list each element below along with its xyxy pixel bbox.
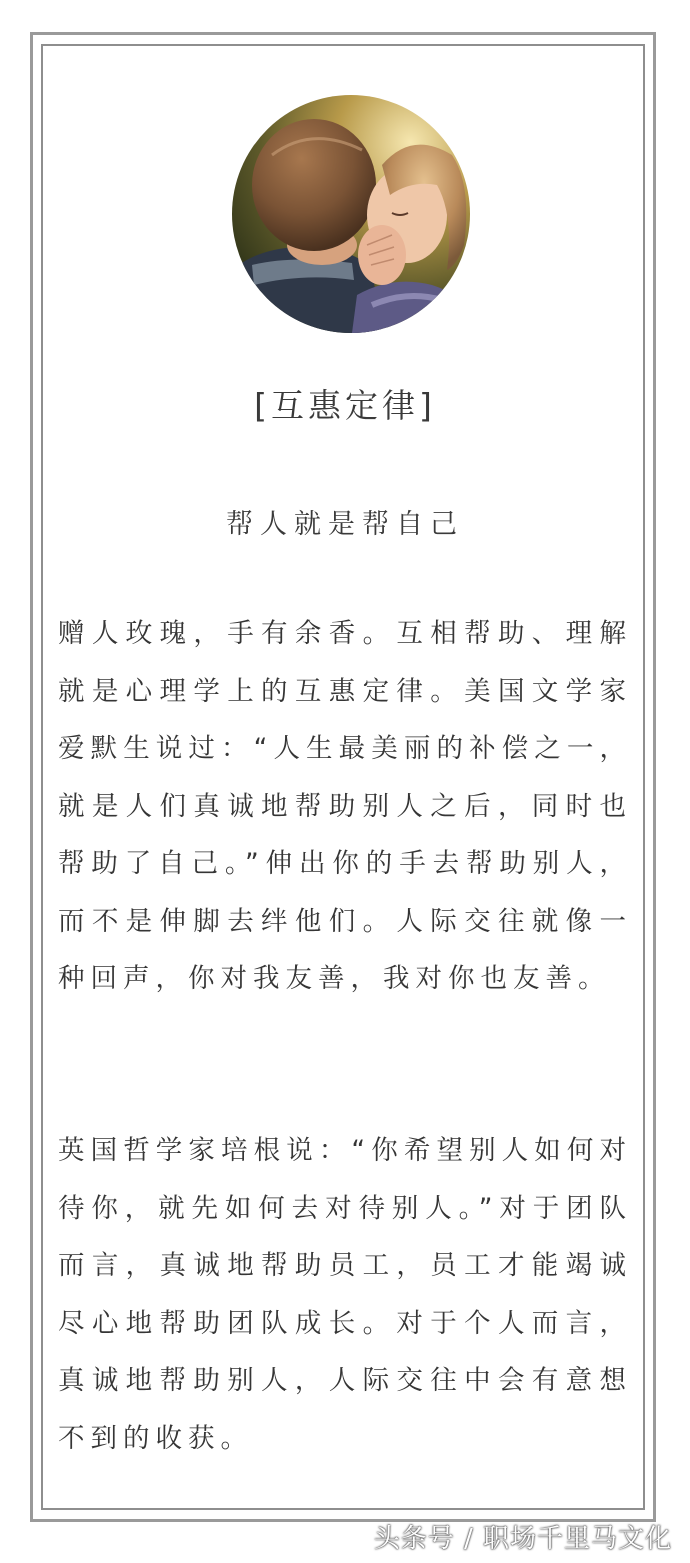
article-subtitle: 帮人就是帮自己 — [226, 509, 464, 540]
children-whispering-photo — [232, 95, 470, 333]
source-watermark: 头条号 / 职场千里马文化 — [373, 1524, 672, 1554]
article-title: [互惠定律] — [254, 386, 436, 425]
body-paragraph-1: 赠人玫瑰，手有余香。互相帮助、理解就是心理学上的互惠定律。美国文学家爱默生说过：“人生最美丽的补偿之一，就是人们真诚地帮助别人之后，同时也帮助了自己。”伸出你的手去帮助别人，而不是伸脚去绊他们。人际交往就像一种回声，你对我友善，我对你也友善。 — [58, 618, 632, 994]
body-paragraph-2: 英国哲学家培根说：“你希望别人如何对待你，就先如何去对待别人。”对于团队而言，真诚地帮助员工，员工才能竭诚尽心地帮助团队成长。对于个人而言，真诚地帮助别人，人际交往中会有意想不到的收获。 — [58, 1135, 632, 1454]
